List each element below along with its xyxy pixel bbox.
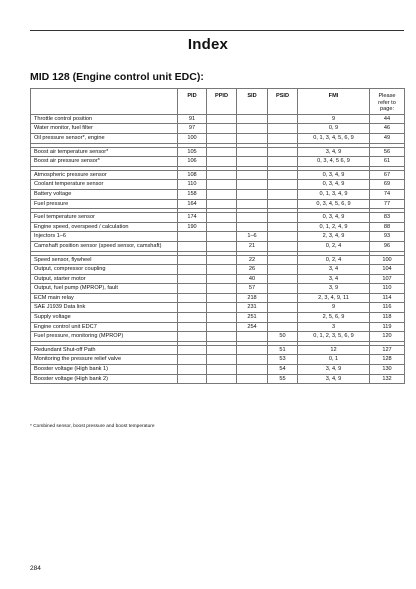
cell-ppid	[207, 284, 237, 294]
cell-name: Output, compressor coupling	[31, 265, 178, 275]
cell-ppid	[207, 114, 237, 124]
cell-page: 56	[370, 147, 405, 157]
cell-pid: 105	[178, 147, 207, 157]
cell-sid: 1–6	[237, 232, 268, 242]
cell-name: Battery voltage	[31, 189, 178, 199]
cell-page: 88	[370, 222, 405, 232]
cell-pid	[178, 293, 207, 303]
cell-pid: 110	[178, 180, 207, 190]
cell-name: Redundant Shut-off Path	[31, 345, 178, 355]
cell-name: Boost air pressure sensor*	[31, 157, 178, 167]
cell-name: Fuel pressure, monitoring (MPROP)	[31, 332, 178, 342]
cell-ppid	[207, 180, 237, 190]
cell-fmi: 0, 9	[298, 124, 370, 134]
table-row	[31, 313, 405, 323]
cell-psid	[268, 284, 298, 294]
cell-sid	[237, 365, 268, 375]
table-row	[31, 199, 405, 209]
table-row	[31, 345, 405, 355]
cell-page: 61	[370, 157, 405, 167]
cell-page: 74	[370, 189, 405, 199]
cell-pid	[178, 241, 207, 251]
cell-sid: 231	[237, 303, 268, 313]
cell-sid	[237, 189, 268, 199]
cell-page: 107	[370, 274, 405, 284]
cell-name: Fuel temperature sensor	[31, 213, 178, 223]
cell-fmi: 0, 1, 2, 3, 5, 6, 9	[298, 332, 370, 342]
cell-pid	[178, 303, 207, 313]
cell-fmi: 0, 1	[298, 355, 370, 365]
cell-pid	[178, 232, 207, 242]
cell-ppid	[207, 293, 237, 303]
cell-psid	[268, 124, 298, 134]
cell-psid	[268, 274, 298, 284]
cell-fmi: 0, 1, 2, 4, 9	[298, 222, 370, 232]
cell-ppid	[207, 355, 237, 365]
cell-name: ECM main relay	[31, 293, 178, 303]
header-page: Please refer to page:	[370, 89, 405, 115]
cell-ppid	[207, 170, 237, 180]
table-row	[31, 322, 405, 332]
cell-psid: 50	[268, 332, 298, 342]
cell-fmi: 3, 9	[298, 284, 370, 294]
cell-sid	[237, 374, 268, 384]
cell-sid	[237, 345, 268, 355]
cell-fmi: 0, 3, 4, 5, 6, 9	[298, 199, 370, 209]
cell-pid: 106	[178, 157, 207, 167]
cell-psid: 55	[268, 374, 298, 384]
cell-sid	[237, 124, 268, 134]
table-row	[31, 213, 405, 223]
cell-name: Atmospheric pressure sensor	[31, 170, 178, 180]
cell-pid: 164	[178, 199, 207, 209]
cell-ppid	[207, 255, 237, 265]
cell-ppid	[207, 222, 237, 232]
table-row	[31, 303, 405, 313]
cell-ppid	[207, 124, 237, 134]
cell-psid: 51	[268, 345, 298, 355]
header-ppid: PPID	[207, 89, 237, 115]
cell-fmi: 0, 3, 4, 5 6, 9	[298, 157, 370, 167]
cell-page: 104	[370, 265, 405, 275]
cell-name: Engine control unit EDC7	[31, 322, 178, 332]
cell-psid	[268, 303, 298, 313]
cell-page: 114	[370, 293, 405, 303]
cell-fmi: 3, 4, 9	[298, 365, 370, 375]
cell-sid	[237, 157, 268, 167]
cell-pid	[178, 365, 207, 375]
cell-page: 77	[370, 199, 405, 209]
cell-fmi: 0, 3, 4, 9	[298, 213, 370, 223]
cell-ppid	[207, 303, 237, 313]
cell-page: 118	[370, 313, 405, 323]
table-body	[31, 114, 405, 383]
cell-pid: 91	[178, 114, 207, 124]
cell-psid	[268, 232, 298, 242]
table-row	[31, 170, 405, 180]
index-table	[30, 88, 405, 384]
header-pid: PID	[178, 89, 207, 115]
cell-fmi: 0, 2, 4	[298, 241, 370, 251]
cell-psid	[268, 170, 298, 180]
table-row	[31, 355, 405, 365]
cell-pid: 174	[178, 213, 207, 223]
cell-name: Injectors 1–6	[31, 232, 178, 242]
cell-pid	[178, 284, 207, 294]
cell-ppid	[207, 241, 237, 251]
cell-psid	[268, 241, 298, 251]
cell-ppid	[207, 232, 237, 242]
cell-sid	[237, 213, 268, 223]
cell-psid	[268, 322, 298, 332]
cell-fmi: 2, 3, 4, 9, 11	[298, 293, 370, 303]
cell-pid	[178, 374, 207, 384]
cell-page: 93	[370, 232, 405, 242]
table-row	[31, 374, 405, 384]
cell-name: Output, fuel pump (MPROP), fault	[31, 284, 178, 294]
header-fmi: FMI	[298, 89, 370, 115]
table-row	[31, 180, 405, 190]
cell-pid: 100	[178, 133, 207, 143]
footnote: * Combined sensor, boost pressure and boost temperature	[30, 424, 155, 429]
cell-fmi: 9	[298, 114, 370, 124]
cell-page: 67	[370, 170, 405, 180]
table-row	[31, 365, 405, 375]
cell-sid: 22	[237, 255, 268, 265]
cell-sid: 218	[237, 293, 268, 303]
cell-name: Oil pressure sensor*, engine	[31, 133, 178, 143]
cell-fmi: 3	[298, 322, 370, 332]
cell-ppid	[207, 189, 237, 199]
cell-pid	[178, 355, 207, 365]
table-row	[31, 232, 405, 242]
cell-fmi: 0, 3, 4, 9	[298, 170, 370, 180]
cell-name: Booster voltage (High bank 2)	[31, 374, 178, 384]
table-row	[31, 293, 405, 303]
cell-sid	[237, 133, 268, 143]
cell-fmi: 3, 4, 9	[298, 374, 370, 384]
cell-sid	[237, 332, 268, 342]
cell-fmi: 3, 4	[298, 265, 370, 275]
cell-fmi: 12	[298, 345, 370, 355]
cell-page: 127	[370, 345, 405, 355]
cell-page: 128	[370, 355, 405, 365]
table-row	[31, 147, 405, 157]
table-row	[31, 265, 405, 275]
cell-sid	[237, 222, 268, 232]
cell-page: 100	[370, 255, 405, 265]
cell-sid	[237, 147, 268, 157]
cell-name: Water monitor, fuel filter	[31, 124, 178, 134]
cell-ppid	[207, 322, 237, 332]
cell-ppid	[207, 147, 237, 157]
table-row	[31, 124, 405, 134]
cell-psid	[268, 114, 298, 124]
table-row	[31, 157, 405, 167]
cell-pid	[178, 313, 207, 323]
cell-page: 130	[370, 365, 405, 375]
cell-sid	[237, 199, 268, 209]
cell-name: Booster voltage (High bank 1)	[31, 365, 178, 375]
cell-fmi: 2, 5, 6, 9	[298, 313, 370, 323]
cell-name: Boost air temperature sensor*	[31, 147, 178, 157]
cell-fmi: 3, 4	[298, 274, 370, 284]
cell-sid	[237, 170, 268, 180]
cell-pid: 158	[178, 189, 207, 199]
cell-fmi: 3, 4, 9	[298, 147, 370, 157]
cell-fmi: 0, 1, 3, 4, 9	[298, 189, 370, 199]
page-number: 284	[30, 565, 41, 572]
top-rule	[30, 30, 404, 31]
cell-sid: 57	[237, 284, 268, 294]
cell-sid: 254	[237, 322, 268, 332]
cell-name: SAE J1939 Data link	[31, 303, 178, 313]
table-row	[31, 189, 405, 199]
cell-psid: 53	[268, 355, 298, 365]
cell-ppid	[207, 313, 237, 323]
cell-ppid	[207, 274, 237, 284]
cell-sid	[237, 355, 268, 365]
table-row	[31, 114, 405, 124]
section-heading: MID 128 (Engine control unit EDC):	[30, 71, 204, 83]
header-sid: SID	[237, 89, 268, 115]
cell-fmi: 0, 2, 4	[298, 255, 370, 265]
cell-sid	[237, 180, 268, 190]
cell-page: 132	[370, 374, 405, 384]
cell-psid	[268, 265, 298, 275]
cell-sid: 26	[237, 265, 268, 275]
table-row	[31, 222, 405, 232]
cell-psid	[268, 189, 298, 199]
cell-page: 44	[370, 114, 405, 124]
cell-ppid	[207, 374, 237, 384]
header-name	[31, 89, 178, 115]
cell-name: Fuel pressure	[31, 199, 178, 209]
cell-pid	[178, 265, 207, 275]
cell-psid	[268, 255, 298, 265]
cell-fmi: 0, 1, 3, 4, 5, 6, 9	[298, 133, 370, 143]
cell-ppid	[207, 213, 237, 223]
cell-pid	[178, 255, 207, 265]
cell-page: 69	[370, 180, 405, 190]
cell-sid	[237, 114, 268, 124]
table-row	[31, 284, 405, 294]
cell-pid: 97	[178, 124, 207, 134]
cell-fmi: 9	[298, 303, 370, 313]
cell-ppid	[207, 157, 237, 167]
cell-page: 49	[370, 133, 405, 143]
table-row	[31, 133, 405, 143]
cell-page: 116	[370, 303, 405, 313]
cell-psid	[268, 199, 298, 209]
cell-page: 119	[370, 322, 405, 332]
cell-psid	[268, 157, 298, 167]
cell-pid	[178, 322, 207, 332]
cell-pid: 108	[178, 170, 207, 180]
cell-name: Monitoring the pressure relief valve	[31, 355, 178, 365]
cell-pid	[178, 332, 207, 342]
cell-page: 110	[370, 284, 405, 294]
cell-sid: 251	[237, 313, 268, 323]
cell-ppid	[207, 199, 237, 209]
cell-sid: 40	[237, 274, 268, 284]
table-row	[31, 241, 405, 251]
cell-pid	[178, 345, 207, 355]
cell-page: 120	[370, 332, 405, 342]
cell-name: Camshaft position sensor (speed sensor, camshaft)	[31, 241, 178, 251]
cell-name: Coolant temperature sensor	[31, 180, 178, 190]
cell-ppid	[207, 133, 237, 143]
cell-name: Output, starter motor	[31, 274, 178, 284]
table-header-row	[31, 89, 405, 115]
cell-name: Engine speed, overspeed / calculation	[31, 222, 178, 232]
cell-pid: 190	[178, 222, 207, 232]
cell-page: 46	[370, 124, 405, 134]
table-row	[31, 255, 405, 265]
cell-psid	[268, 313, 298, 323]
cell-ppid	[207, 345, 237, 355]
cell-page: 83	[370, 213, 405, 223]
cell-name: Supply voltage	[31, 313, 178, 323]
cell-fmi: 2, 3, 4, 9	[298, 232, 370, 242]
cell-pid	[178, 274, 207, 284]
page-title: Index	[187, 36, 229, 53]
cell-name: Throttle control position	[31, 114, 178, 124]
cell-psid	[268, 293, 298, 303]
table-row	[31, 274, 405, 284]
cell-psid	[268, 147, 298, 157]
cell-sid: 21	[237, 241, 268, 251]
header-psid: PSID	[268, 89, 298, 115]
cell-psid	[268, 180, 298, 190]
cell-page: 96	[370, 241, 405, 251]
cell-psid: 54	[268, 365, 298, 375]
cell-psid	[268, 222, 298, 232]
cell-ppid	[207, 265, 237, 275]
table-row	[31, 332, 405, 342]
cell-ppid	[207, 332, 237, 342]
cell-fmi: 0, 3, 4, 9	[298, 180, 370, 190]
cell-name: Speed sensor, flywheel	[31, 255, 178, 265]
cell-psid	[268, 213, 298, 223]
cell-ppid	[207, 365, 237, 375]
cell-psid	[268, 133, 298, 143]
